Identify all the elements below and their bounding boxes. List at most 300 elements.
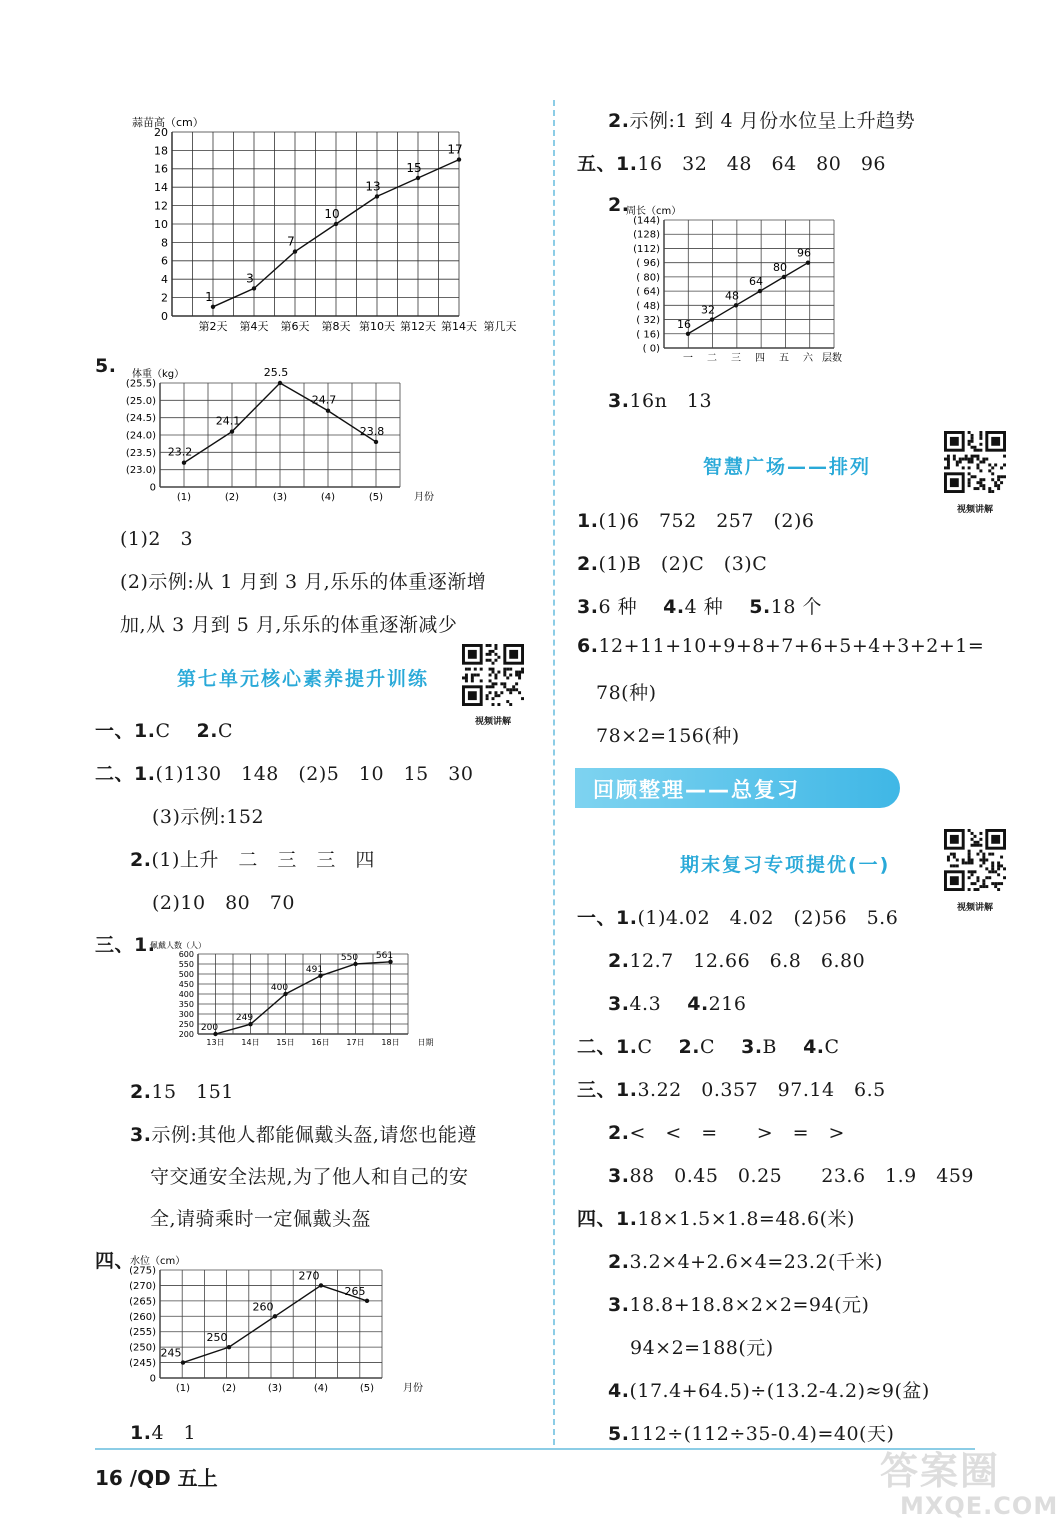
- s2-2-number: 2.: [130, 849, 152, 871]
- qr-module: [468, 668, 471, 671]
- qr-module: [492, 662, 495, 665]
- d3-number: 3.: [608, 1165, 630, 1187]
- qr-module: [503, 682, 506, 685]
- qr-module: [971, 446, 974, 449]
- qr-module: [976, 463, 979, 466]
- qr-module: [997, 867, 1000, 870]
- x-tick-label: 二: [707, 353, 717, 364]
- qr-module: [959, 458, 962, 461]
- x-tick-label: (3): [272, 492, 288, 503]
- data-label: 10: [324, 207, 340, 221]
- qr-module: [982, 487, 985, 490]
- x-tick-label: (5): [359, 1383, 375, 1394]
- qr-finder: [468, 650, 477, 659]
- qr-module: [971, 870, 974, 873]
- data-label: 400: [270, 983, 289, 993]
- data-point: [326, 409, 330, 413]
- d1-answer: 3.22 0.357 97.14 6.5: [637, 1079, 886, 1101]
- qr-module: [974, 888, 977, 891]
- data-label: 13: [365, 179, 381, 194]
- s3-2-number: 2.: [130, 1081, 152, 1103]
- qr-module: [494, 653, 497, 656]
- qr-module: [956, 463, 959, 466]
- data-label: 24.7: [311, 393, 337, 407]
- q5-number: 5.: [95, 355, 117, 377]
- e3-answer: 18.8+18.8×2×2=94(元): [629, 1294, 870, 1316]
- data-point: [334, 222, 338, 226]
- qr-module: [518, 674, 521, 677]
- y-tick-label: 2: [161, 291, 168, 305]
- qr-module: [515, 674, 518, 677]
- y-tick-label: 0: [161, 309, 168, 323]
- qr-module: [979, 844, 982, 847]
- y-tick-label: (25.5): [125, 378, 156, 390]
- qr-module: [997, 873, 1000, 876]
- y-tick-label: (270): [129, 1280, 156, 1292]
- d3-answer: 88 0.45 0.25 23.6 1.9 459: [629, 1165, 975, 1187]
- qr-finder: [991, 835, 1000, 844]
- qr-module: [465, 676, 468, 679]
- qr-module: [979, 885, 982, 888]
- data-label: 16: [677, 317, 691, 331]
- qr-module: [971, 455, 974, 458]
- data-label: 491: [305, 964, 324, 975]
- y-tick-label: (265): [129, 1296, 156, 1308]
- qr-module: [974, 449, 977, 452]
- water-level-chart: [112, 1244, 423, 1400]
- qr-module: [509, 703, 512, 706]
- qr-module: [506, 688, 509, 691]
- y-tick-label: ( 32): [636, 315, 660, 327]
- data-label: 96: [797, 246, 811, 260]
- qr-code-icon[interactable]: [944, 829, 1006, 891]
- data-point: [416, 176, 420, 180]
- s3-3-number: 3.: [130, 1124, 152, 1146]
- qr-module: [997, 487, 1000, 490]
- x-tick-label: 14日: [241, 1038, 260, 1047]
- qr-module: [956, 859, 959, 862]
- qr-module: [971, 458, 974, 461]
- y-tick-label: ( 16): [636, 329, 660, 341]
- b1-number: 一、1.: [577, 907, 638, 929]
- qr-module: [976, 879, 979, 882]
- y-tick-label: (24.0): [125, 430, 156, 442]
- qr-module: [492, 697, 495, 700]
- r5-3-answer: 16n 13: [629, 390, 713, 412]
- x-tick-label: (2): [221, 1383, 237, 1394]
- qr-module: [947, 859, 950, 862]
- b3-answer: 4.3: [629, 993, 681, 1015]
- r5-3-number: 3.: [608, 390, 630, 412]
- qr-module: [947, 455, 950, 458]
- y-tick-label: 200: [178, 1029, 194, 1039]
- s3-3-answer-c: 全,请骑乘时一定佩戴头盔: [150, 1208, 372, 1230]
- qr-module: [974, 487, 977, 490]
- qr-module: [979, 838, 982, 841]
- qr-module: [971, 861, 974, 864]
- s1-2-answer: C: [218, 720, 234, 742]
- qr-module: [982, 458, 985, 461]
- qr-module: [976, 853, 979, 856]
- qr-module: [965, 861, 968, 864]
- qr-module: [991, 882, 994, 885]
- x-tick-label: (1): [175, 1383, 191, 1394]
- qr-module: [974, 455, 977, 458]
- qr-module: [968, 856, 971, 859]
- y-tick-label: (23.5): [125, 447, 156, 459]
- qr-module: [979, 850, 982, 853]
- y-tick-label: ( 0): [642, 343, 660, 355]
- e4-answer: (17.4+64.5)÷(13.2-4.2)≈9(盆): [629, 1380, 930, 1402]
- d1-number: 三、1.: [577, 1079, 638, 1101]
- review-banner-label: 回顾整理——总复习: [593, 778, 800, 802]
- e1-number: 四、1.: [577, 1208, 638, 1230]
- qr-module: [985, 876, 988, 879]
- data-point: [211, 305, 215, 309]
- qr-module: [988, 490, 991, 493]
- qr-module: [950, 864, 953, 867]
- qr-module: [509, 668, 512, 671]
- qr-module: [489, 685, 492, 688]
- a3-number: 3.: [577, 596, 599, 618]
- qr-module: [503, 685, 506, 688]
- qr-module: [1000, 856, 1003, 859]
- s4-1-answer: 4 1: [151, 1422, 197, 1444]
- data-label: 23.2: [167, 445, 193, 459]
- qr-module: [982, 478, 985, 481]
- e5-number: 5.: [608, 1423, 630, 1445]
- e5-answer: 112÷(112÷35-0.4)=40(天): [629, 1423, 895, 1445]
- y-axis-label: 佩戴人数（人）: [150, 941, 206, 950]
- b4-number: 4.: [687, 993, 709, 1015]
- c3-number: 3.: [741, 1036, 763, 1058]
- qr-module: [518, 676, 521, 679]
- qr-module: [521, 671, 524, 674]
- qr-module: [979, 481, 982, 484]
- b1-answer: (1)4.02 4.02 (2)56 5.6: [637, 907, 899, 929]
- qr-code-icon[interactable]: [944, 431, 1006, 493]
- qr-module: [489, 668, 492, 671]
- qr-module: [1003, 463, 1006, 466]
- y-tick-label: (112): [633, 243, 660, 255]
- qr-module: [982, 882, 985, 885]
- qr-module: [489, 644, 492, 647]
- qr-module: [982, 885, 985, 888]
- qr-module: [974, 882, 977, 885]
- qr-module: [976, 876, 979, 879]
- qr-module: [489, 674, 492, 677]
- qr-module: [976, 841, 979, 844]
- qr-module: [492, 703, 495, 706]
- qr-module: [968, 443, 971, 446]
- qr-module: [471, 676, 474, 679]
- data-point: [230, 429, 234, 433]
- data-point: [758, 289, 762, 293]
- data-label: 15: [406, 161, 422, 175]
- qr-module: [982, 853, 985, 856]
- s1-answer: C: [155, 720, 190, 742]
- qr-caption: 视频讲解: [956, 903, 993, 913]
- weight-chart: [112, 350, 432, 510]
- a4-number: 4.: [663, 596, 685, 618]
- qr-module: [994, 484, 997, 487]
- data-point: [686, 332, 690, 336]
- data-label: 23.8: [359, 424, 385, 438]
- data-label: 245: [160, 1346, 182, 1360]
- data-point: [710, 317, 714, 321]
- qr-module: [515, 688, 518, 691]
- qr-module: [497, 694, 500, 697]
- x-tick-label: 日期: [417, 1038, 434, 1047]
- qr-module: [979, 461, 982, 464]
- qr-module: [465, 679, 468, 682]
- data-label: 24.1: [215, 414, 241, 428]
- qr-module: [971, 882, 974, 885]
- y-tick-label: (128): [633, 229, 660, 241]
- qr-module: [985, 458, 988, 461]
- qr-module: [979, 434, 982, 437]
- qr-module: [506, 700, 509, 703]
- watermark-logo: 答案圈: [880, 1449, 1001, 1493]
- qr-module: [509, 674, 512, 677]
- qr-module: [971, 437, 974, 440]
- qr-module: [474, 668, 477, 671]
- x-tick-label: 第几天: [483, 320, 517, 333]
- qr-module: [480, 679, 483, 682]
- data-point: [252, 286, 256, 290]
- y-tick-label: ( 64): [636, 286, 660, 298]
- qr-module: [489, 653, 492, 656]
- qr-code-icon[interactable]: [462, 644, 524, 706]
- data-label: 64: [749, 275, 763, 289]
- qr-module: [976, 487, 979, 490]
- qr-module: [982, 879, 985, 882]
- x-tick-label: (1): [176, 492, 192, 503]
- b3-number: 3.: [608, 993, 630, 1015]
- x-tick-label: 月份: [403, 1383, 423, 1394]
- qr-caption: 视频讲解: [474, 717, 511, 727]
- qr-finder: [950, 835, 959, 844]
- qr-module: [1003, 475, 1006, 478]
- qr-module: [494, 644, 497, 647]
- qr-module: [979, 469, 982, 472]
- qr-module: [968, 859, 971, 862]
- qr-module: [962, 466, 965, 469]
- qr-module: [979, 449, 982, 452]
- qr-module: [971, 873, 974, 876]
- data-point: [734, 303, 738, 307]
- q5-answer-1: (1)2 3: [120, 528, 194, 550]
- qr-module: [486, 685, 489, 688]
- r5-2-number: 2.: [608, 194, 630, 216]
- qr-module: [1003, 876, 1006, 879]
- r5-number: 五、1.: [577, 153, 638, 175]
- y-tick-label: ( 96): [636, 258, 660, 270]
- data-point: [273, 1314, 277, 1318]
- s2-2-answer-b: (2)10 80 70: [152, 892, 295, 914]
- qr-module: [503, 671, 506, 674]
- footer-rule: [95, 1448, 975, 1450]
- y-tick-label: 600: [178, 949, 194, 959]
- series-line: [183, 1285, 367, 1362]
- qr-module: [509, 691, 512, 694]
- page-footer: 16 /QD 五上: [95, 1466, 218, 1490]
- y-tick-label: (250): [129, 1342, 156, 1354]
- y-tick-label: ( 80): [636, 272, 660, 284]
- qr-module: [991, 853, 994, 856]
- qr-module: [956, 864, 959, 867]
- qr-module: [492, 682, 495, 685]
- y-tick-label: (23.0): [125, 465, 156, 477]
- data-label: 1: [205, 289, 213, 304]
- x-tick-label: 三: [731, 353, 741, 364]
- qr-module: [976, 455, 979, 458]
- y-tick-label: 6: [161, 254, 168, 268]
- r2-number: 2.: [608, 110, 630, 132]
- qr-module: [991, 466, 994, 469]
- qr-finder: [950, 478, 959, 487]
- x-tick-label: 13日: [206, 1038, 225, 1047]
- qr-module: [506, 676, 509, 679]
- qr-module: [982, 856, 985, 859]
- data-label: 249: [235, 1013, 254, 1024]
- qr-module: [968, 481, 971, 484]
- qr-module: [489, 691, 492, 694]
- x-tick-label: 第6天: [280, 320, 310, 333]
- qr-module: [974, 446, 977, 449]
- qr-module: [971, 434, 974, 437]
- data-point: [227, 1345, 231, 1349]
- qr-module: [991, 864, 994, 867]
- qr-module: [997, 484, 1000, 487]
- qr-module: [494, 694, 497, 697]
- e2-number: 2.: [608, 1251, 630, 1273]
- qr-module: [991, 861, 994, 864]
- y-tick-label: 250: [178, 1019, 194, 1029]
- qr-module: [994, 870, 997, 873]
- qr-module: [979, 431, 982, 434]
- y-tick-label: 12: [154, 199, 168, 213]
- qr-module: [462, 676, 465, 679]
- qr-module: [1003, 867, 1006, 870]
- qr-module: [494, 691, 497, 694]
- data-label: 3: [246, 271, 254, 286]
- s2-answer-c: (3)示例:152: [152, 806, 265, 828]
- qr-module: [968, 478, 971, 481]
- data-label: 250: [206, 1331, 228, 1345]
- data-label: 80: [773, 260, 787, 274]
- qr-module: [997, 475, 1000, 478]
- qr-module: [947, 458, 950, 461]
- qr-module: [489, 659, 492, 662]
- y-tick-label: (245): [129, 1358, 156, 1370]
- c1-number: 二、1.: [577, 1036, 638, 1058]
- garlic-height-chart: [128, 104, 518, 340]
- qr-module: [471, 679, 474, 682]
- qr-module: [968, 870, 971, 873]
- qr-module: [988, 469, 991, 472]
- qr-module: [991, 867, 994, 870]
- y-tick-label: 550: [178, 959, 194, 969]
- data-label: 265: [344, 1284, 366, 1298]
- qr-caption: 视频讲解: [956, 505, 993, 515]
- qr-module: [953, 856, 956, 859]
- qr-finder: [509, 650, 518, 659]
- qr-module: [982, 461, 985, 464]
- qr-module: [968, 472, 971, 475]
- y-tick-label: 20: [154, 125, 168, 139]
- s2-number: 二、1.: [95, 763, 156, 785]
- qr-module: [976, 481, 979, 484]
- c2-number: 2.: [678, 1036, 700, 1058]
- qr-module: [947, 466, 950, 469]
- data-label: 48: [725, 289, 739, 303]
- y-tick-label: 10: [154, 217, 168, 231]
- s3-2-answer: 15 151: [151, 1081, 234, 1103]
- qr-module: [997, 864, 1000, 867]
- a6-answer: 12+11+10+9+8+7+6+5+4+3+2+1=: [598, 635, 985, 657]
- y-axis-label: 水位（cm）: [130, 1256, 186, 1267]
- qr-module: [518, 671, 521, 674]
- data-label: 561: [375, 950, 394, 961]
- x-tick-label: 第4天: [239, 320, 269, 333]
- qr-module: [965, 455, 968, 458]
- qr-module: [974, 475, 977, 478]
- qr-module: [976, 449, 979, 452]
- qr-module: [492, 685, 495, 688]
- qr-module: [971, 832, 974, 835]
- a2-number: 2.: [577, 553, 599, 575]
- a5-number: 5.: [749, 596, 771, 618]
- qr-module: [1003, 455, 1006, 458]
- c3-answer: B: [762, 1036, 797, 1058]
- y-tick-label: 4: [161, 273, 168, 287]
- qr-module: [982, 484, 985, 487]
- qr-module: [947, 856, 950, 859]
- section-title-arrangement: 智慧广场——排列: [703, 456, 872, 478]
- qr-module: [486, 644, 489, 647]
- qr-module: [1000, 864, 1003, 867]
- qr-module: [518, 691, 521, 694]
- qr-module: [965, 458, 968, 461]
- qr-module: [521, 668, 524, 671]
- c4-number: 4.: [803, 1036, 825, 1058]
- qr-module: [968, 431, 971, 434]
- a5-answer: 18 个: [770, 596, 822, 618]
- qr-module: [971, 844, 974, 847]
- b2-answer: 12.7 12.66 6.8 6.80: [629, 950, 866, 972]
- y-tick-label: 450: [178, 979, 194, 989]
- y-tick-label: 16: [154, 162, 168, 176]
- qr-module: [968, 440, 971, 443]
- qr-module: [959, 461, 962, 464]
- qr-module: [500, 682, 503, 685]
- qr-module: [979, 859, 982, 862]
- s2-2-answer: (1)上升 二 三 三 四: [151, 849, 375, 871]
- qr-module: [494, 659, 497, 662]
- watermark-url: MXQE.COM: [900, 1492, 1059, 1520]
- data-point: [182, 461, 186, 465]
- x-tick-label: (5): [368, 492, 384, 503]
- qr-module: [994, 463, 997, 466]
- qr-module: [994, 481, 997, 484]
- s2-answer: (1)130 148 (2)5 10 15 30: [155, 763, 474, 785]
- qr-module: [477, 674, 480, 677]
- qr-module: [1000, 475, 1003, 478]
- qr-module: [988, 876, 991, 879]
- y-axis-label: 周长（cm）: [626, 206, 682, 217]
- e4-number: 4.: [608, 1380, 630, 1402]
